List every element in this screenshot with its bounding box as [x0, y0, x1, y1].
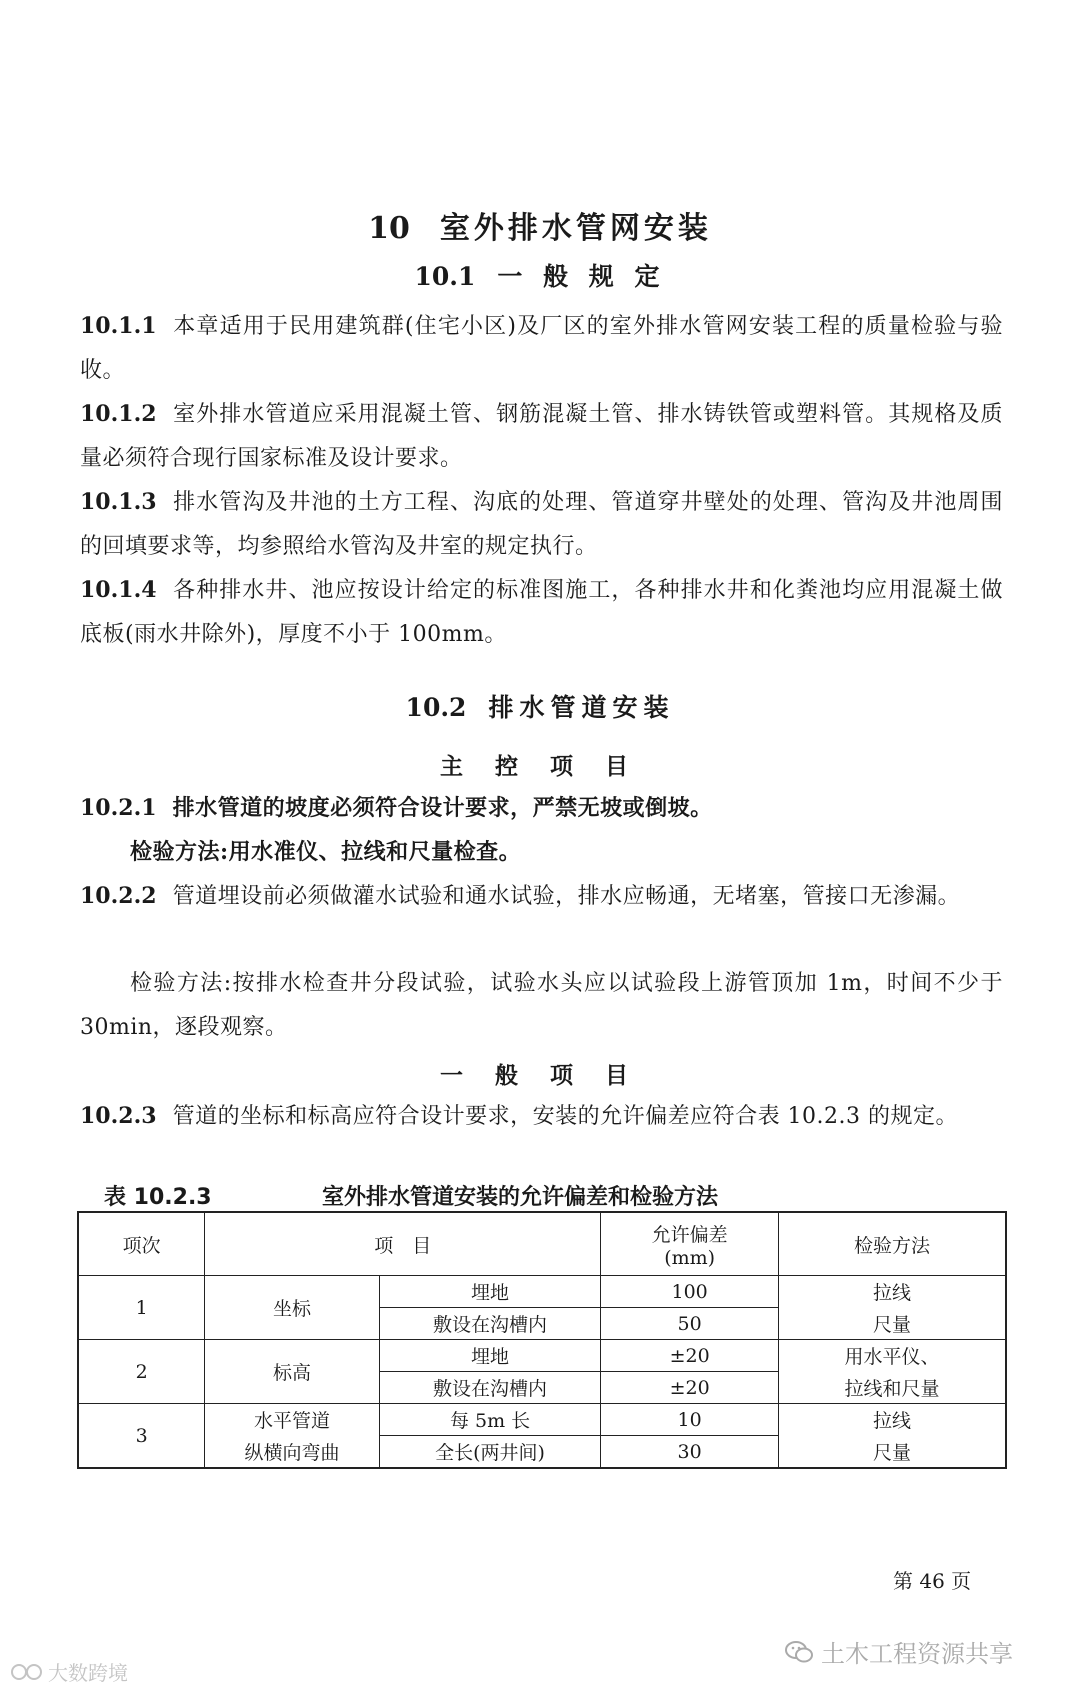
row-subitem: 埋地 — [379, 1340, 601, 1372]
clause-id: 10.1.2 — [80, 401, 157, 427]
table-title: 室外排水管道安装的允许偏差和检验方法 — [322, 1185, 719, 1210]
clause-text: 本章适用于民用建筑群(住宅小区)及厂区的室外排水管网安装工程的质量检验与验收。 — [80, 314, 1003, 383]
table-row — [78, 1404, 1006, 1436]
clause-10-1-3 — [80, 480, 1003, 569]
chapter-number: 10 — [368, 211, 410, 246]
row-item-line2: 纵横向弯曲 — [205, 1436, 380, 1469]
clause-10-2-3 — [80, 1094, 1003, 1139]
row-item-line1: 水平管道 — [205, 1404, 380, 1436]
header-item: 项 目 — [205, 1212, 601, 1276]
clause-10-2-2-method: 检验方法:按排水检查井分段试验，试验水头应以试验段上游管顶加 1m，时间不少于 30min，逐段观察。 — [80, 971, 1003, 1040]
row-value: 30 — [601, 1436, 779, 1469]
clause-id: 10.1.3 — [80, 489, 157, 515]
row-method: 尺量 — [778, 1308, 1006, 1340]
clause-text: 室外排水管道应采用混凝土管、钢筋混凝土管、排水铸铁管或塑料管。其规格及质量必须符合现行国家标准及设计要求。 — [80, 402, 1003, 471]
row-method: 拉线和尺量 — [778, 1372, 1006, 1404]
clause-10-1-4 — [80, 568, 1003, 657]
section-number: 10.2 — [405, 693, 467, 722]
clause-text: 排水管道的坡度必须符合设计要求，严禁无坡或倒坡。 — [172, 795, 713, 821]
clause-id: 10.2.3 — [80, 1103, 157, 1129]
deviation-table — [77, 1211, 1007, 1469]
row-value: ±20 — [601, 1372, 779, 1404]
table-row — [78, 1436, 1006, 1469]
chapter-title — [0, 203, 1080, 247]
clause-10-2-1-method: 检验方法:用水准仪、拉线和尺量检查。 — [130, 839, 522, 865]
row-subitem: 埋地 — [379, 1276, 601, 1308]
clause-id: 10.2.2 — [80, 883, 157, 909]
row-index: 1 — [78, 1276, 205, 1340]
page-number: 第 46 页 — [893, 1569, 972, 1593]
header-tolerance — [601, 1212, 779, 1276]
table-caption — [104, 1180, 719, 1211]
clause-10-1-1 — [80, 304, 1003, 393]
table-row — [78, 1340, 1006, 1372]
table-header-row — [78, 1212, 1006, 1276]
clause-10-1-2 — [80, 392, 1003, 481]
clause-id: 10.1.1 — [80, 313, 157, 339]
clause-10-2-1 — [80, 786, 1003, 830]
section-number: 10.1 — [414, 262, 476, 291]
row-method: 用水平仪、 — [778, 1340, 1006, 1372]
general-heading: 一 般 项 目 — [439, 1062, 641, 1089]
table-row — [78, 1276, 1006, 1308]
main-control-heading: 主 控 项 目 — [439, 753, 641, 780]
row-subitem: 全长(两井间) — [379, 1436, 601, 1469]
clause-id: 10.1.4 — [80, 577, 157, 603]
header-tolerance-label: 允许偏差 — [651, 1223, 728, 1246]
clause-text: 各种排水井、池应按设计给定的标准图施工，各种排水井和化粪池均应用混凝土做底板(雨水井除外)，厚度不小于 100mm。 — [80, 578, 1003, 647]
row-subitem: 每 5m 长 — [379, 1404, 601, 1436]
row-method: 尺量 — [778, 1436, 1006, 1469]
clause-id: 10.2.1 — [80, 795, 157, 821]
row-item: 坐标 — [205, 1276, 380, 1340]
wechat-icon — [785, 1640, 813, 1664]
clause-text: 排水管沟及井池的土方工程、沟底的处理、管道穿井壁处的处理、管沟及井池周围的回填要求等，均参照给水管沟及井室的规定执行。 — [80, 490, 1003, 559]
header-tolerance-unit: (mm) — [664, 1246, 716, 1269]
row-index: 2 — [78, 1340, 205, 1404]
row-method: 拉线 — [778, 1276, 1006, 1308]
watermark-text: 土木工程资源共享 — [821, 1640, 1013, 1668]
row-index: 3 — [78, 1404, 205, 1469]
row-subitem: 敷设在沟槽内 — [379, 1372, 601, 1404]
section-10-2-heading — [0, 688, 1080, 724]
logo-icon — [10, 1661, 44, 1683]
table-label: 表 10.2.3 — [104, 1185, 212, 1210]
clause-text: 管道埋设前必须做灌水试验和通水试验，排水应畅通，无堵塞，管接口无渗漏。 — [172, 884, 961, 909]
clause-text: 管道的坐标和标高应符合设计要求，安装的允许偏差应符合表 10.2.3 的规定。 — [172, 1104, 959, 1129]
row-item: 标高 — [205, 1340, 380, 1404]
row-value: 10 — [601, 1404, 779, 1436]
watermark — [785, 1634, 1013, 1669]
row-value: ±20 — [601, 1340, 779, 1372]
header-method: 检验方法 — [778, 1212, 1006, 1276]
row-value: 50 — [601, 1308, 779, 1340]
section-title: 排水管道安装 — [488, 693, 675, 722]
corner-watermark-text: 大数跨境 — [48, 1661, 128, 1685]
chapter-title-text: 室外排水管网安装 — [439, 211, 712, 246]
section-10-1-heading — [0, 257, 1080, 293]
row-method: 拉线 — [778, 1404, 1006, 1436]
corner-watermark — [10, 1657, 128, 1686]
clause-10-2-2 — [80, 874, 1003, 919]
section-title: 一 般 规 定 — [497, 262, 666, 291]
header-index: 项次 — [78, 1212, 205, 1276]
row-value: 100 — [601, 1276, 779, 1308]
row-subitem: 敷设在沟槽内 — [379, 1308, 601, 1340]
